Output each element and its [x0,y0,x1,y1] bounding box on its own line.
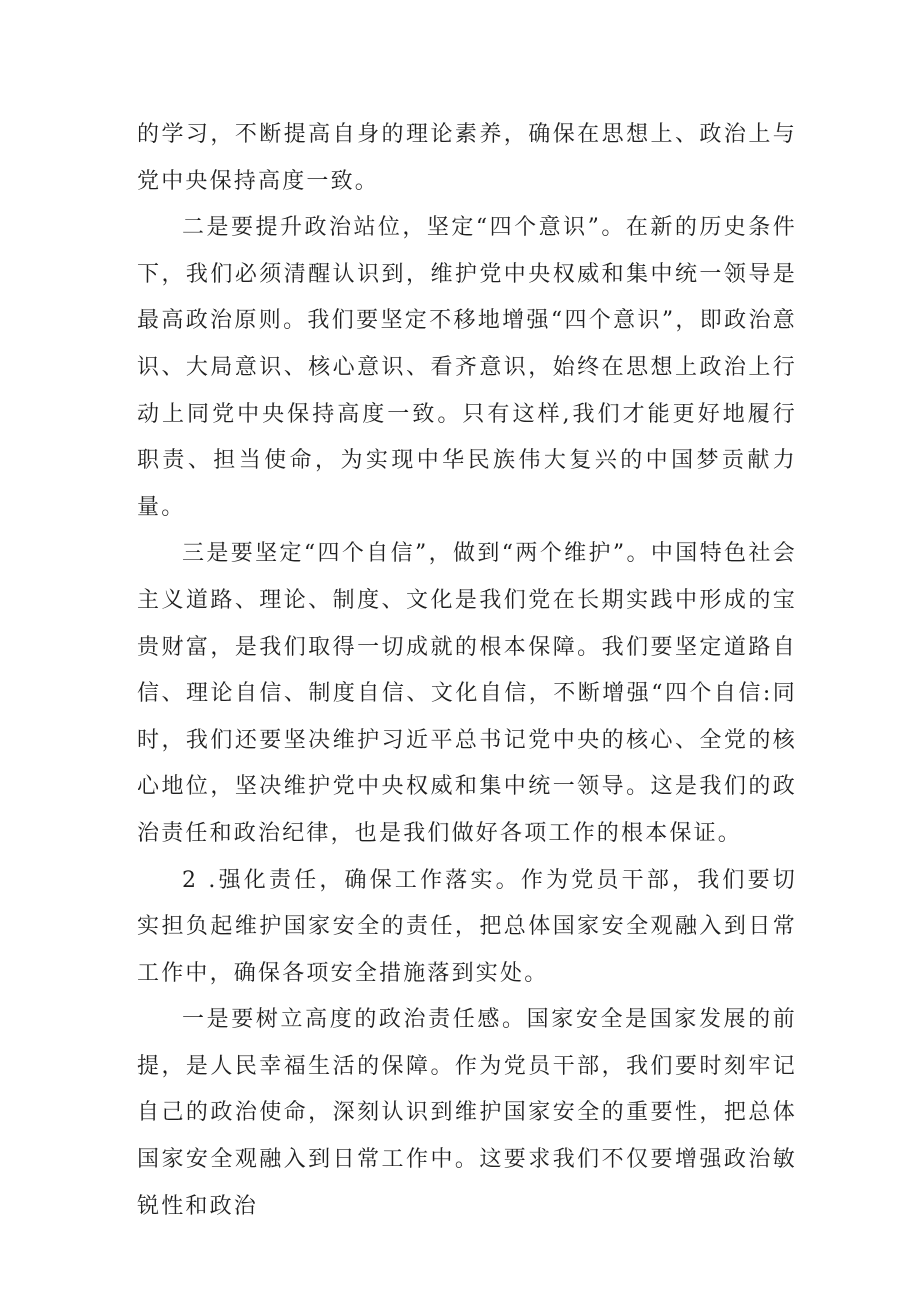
paragraph-political-responsibility: 一是要树立高度的政治责任感。国家安全是国家发展的前提，是人民幸福生活的保障。作为党员干部，我们要时刻牢记自己的政治使命，深刻认识到维护国家安全的重要性，把总体国家安全观融入到日常工作中。这要求我们不仅要增强政治敏锐性和政治 [137,1007,797,1219]
paragraph-four-confidences: 三是要坚定“四个自信”，做到“两个维护”。中国特色社会主义道路、理论、制度、文化是我们党在长期实践中形成的宝贵财富，是我们取得一切成就的根本保障。我们要坚定道路自信、理论自信、制度自信、文化自信，不断增强“四个自信:同时，我们还要坚决维护习近平总书记党中央的核心、全党的核心地位，坚决维护党中央权威和集中统一领导。这是我们的政治责任和政治纪律，也是我们做好各项工作的根本保证。 [137,541,797,846]
paragraph-political-stance: 二是要提升政治站位，坚定“四个意识”。在新的历史条件下，我们必须清醒认识到，维护党中央权威和集中统一领导是最高政治原则。我们要坚定不移地增强“四个意识”，即政治意识、大局意识、核心意识、看齐意识，始终在思想上政治上行动上同党中央保持高度一致。只有这样,我们才能更好地履行职责、担当使命，为实现中华民族伟大复兴的中国梦贡献力量。 [137,215,797,520]
document-body [137,112,797,1230]
paragraph-continuation: 的学习，不断提高自身的理论素养，确保在思想上、政治上与党中央保持高度一致。 [137,122,797,194]
paragraph-strengthen-responsibility: 2 .强化责任，确保工作落实。作为党员干部，我们要切实担负起维护国家安全的责任，把总体国家安全观融入到日常工作中，确保各项安全措施落到实处。 [137,867,797,986]
